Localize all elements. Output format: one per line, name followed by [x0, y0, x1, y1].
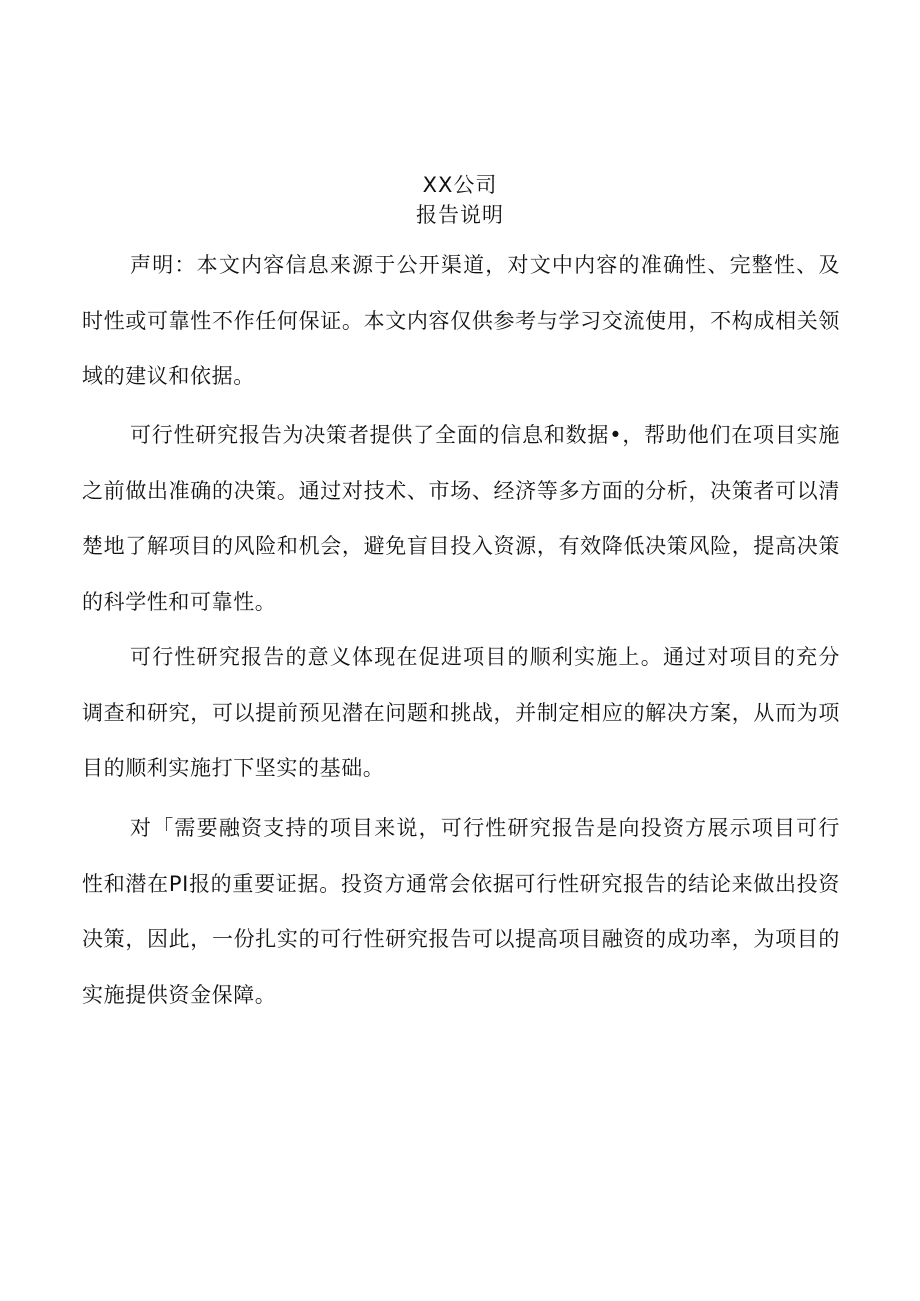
disclaimer-paragraph: 声明：本文内容信息来源于公开渠道，对文中内容的准确性、完整性、及时性或可靠性不作任何保证。本文内容仅供参考与学习交流使用，不构成相关领域的建议和依据。 [82, 253, 840, 388]
body-paragraph-financing: 对「需要融资支持的项目来说，可行性研究报告是向投资方展示项目可行性和潜在PI报的重要证据。投资方通常会依据可行性研究报告的结论来做出投资决策，因此，一份扎实的可行性研究报告可以提高项目融资的成功率，为项目的实施提供资金保障。 [82, 816, 840, 1007]
company-name: XX公司 [422, 173, 498, 197]
body-paragraph-implementation: 可行性研究报告的意义体现在促进项目的顺利实施上。通过对项目的充分调查和研究，可以提前预见潜在问题和挑战，并制定相应的解决方案，从而为项目的顺利实施打下坚实的基础。 [82, 645, 840, 780]
report-title: 报告说明 [416, 203, 504, 227]
body-paragraph-decision: 可行性研究报告为决策者提供了全面的信息和数据•，帮助他们在项目实施之前做出准确的决策。通过对技术、市场、经济等多方面的分析，决策者可以清楚地了解项目的风险和机会，避免盲目投入资源，有效降低决策风险，提高决策的科学性和可靠性。 [82, 423, 840, 614]
